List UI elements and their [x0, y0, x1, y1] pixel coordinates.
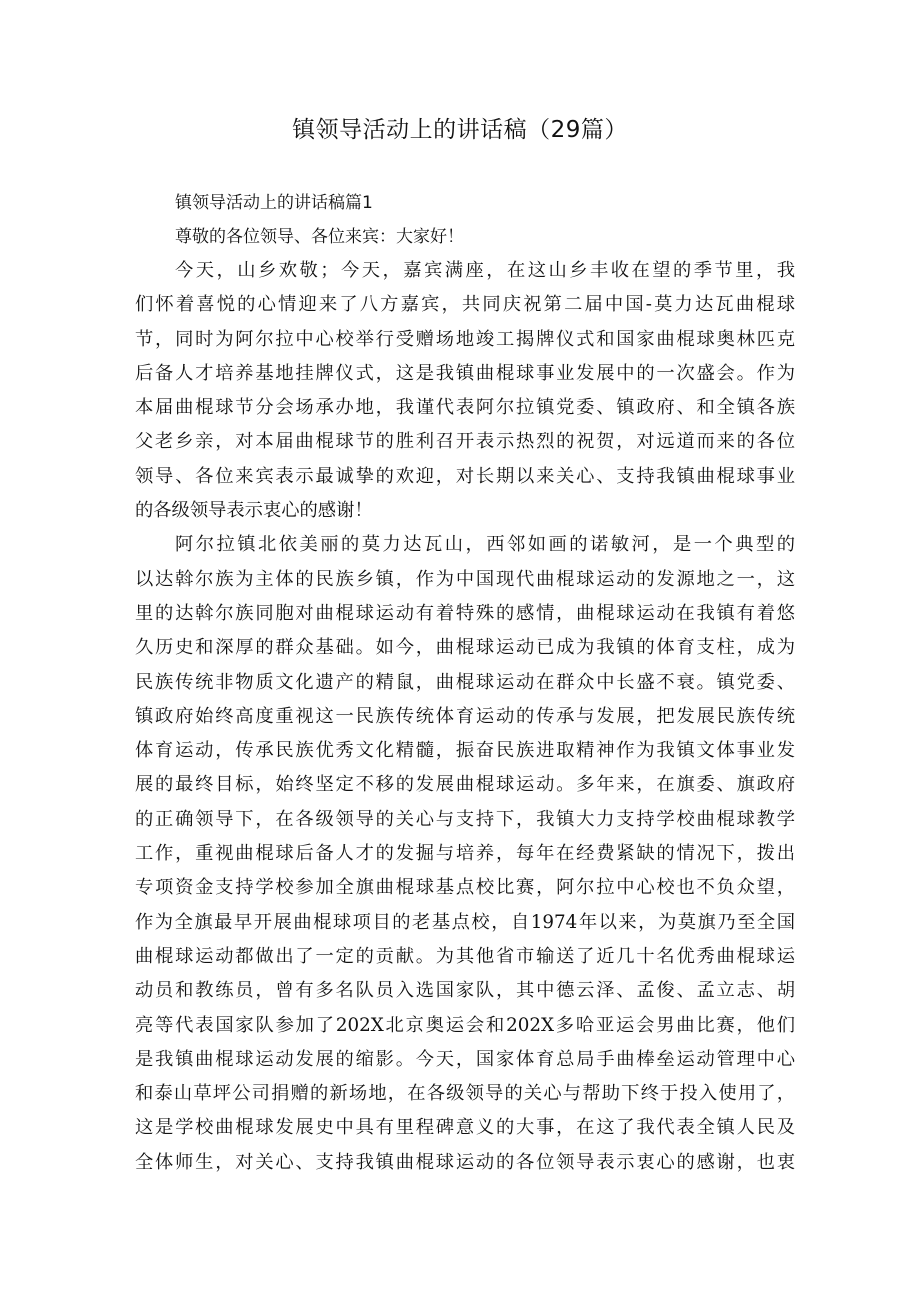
paragraph-1 — [135, 254, 795, 528]
text-line: 工作，重视曲棍球后备人才的发掘与培养，每年在经费紧缺的情况下，拨出 — [135, 843, 795, 865]
section-heading: 镇领导活动上的讲话稿篇1 — [175, 193, 373, 213]
text-line: 后备人才培养基地挂牌仪式，这是我镇曲棍球事业发展中的一次盛会。作为 — [135, 362, 795, 384]
document-body — [135, 186, 795, 1180]
text-line: 动员和教练员，曾有多名队员入选国家队，其中德云泽、孟俊、孟立志、胡 — [135, 980, 795, 1002]
text-line: 以达斡尔族为主体的民族乡镇，作为中国现代曲棍球运动的发源地之一，这 — [135, 568, 795, 590]
text-line: 久历史和深厚的群众基础。如今，曲棍球运动已成为我镇的体育支柱，成为 — [135, 637, 795, 659]
text-line: 的正确领导下，在各级领导的关心与支持下，我镇大力支持学校曲棍球教学 — [135, 808, 795, 830]
text-line: 亮等代表国家队参加了202X北京奥运会和202X多哈亚运会男曲比赛，他们 — [135, 1014, 795, 1036]
paragraph-2 — [135, 528, 795, 1180]
text-line: 父老乡亲，对本届曲棍球节的胜利召开表示热烈的祝贺，对远道而来的各位 — [135, 431, 795, 453]
text-line: 体育运动，传承民族优秀文化精髓，振奋民族进取精神作为我镇文体事业发 — [135, 740, 795, 762]
text-line: 领导、各位来宾表示最诚挚的欢迎，对长期以来关心、支持我镇曲棍球事业 — [135, 465, 795, 487]
text-line: 曲棍球运动都做出了一定的贡献。为其他省市输送了近几十名优秀曲棍球运 — [135, 945, 795, 967]
text-line: 这是学校曲棍球发展史中具有里程碑意义的大事，在这了我代表全镇人民及 — [135, 1117, 795, 1139]
text-line: 民族传统非物质文化遗产的精鼠，曲棍球运动在群众中长盛不衰。镇党委、 — [135, 671, 795, 693]
text-line: 作为全旗最早开展曲棍球项目的老基点校，自1974年以来，为莫旗乃至全国 — [135, 911, 795, 933]
document-title: 镇领导活动上的讲话稿（29篇） — [292, 117, 628, 143]
text-line: 今天，山乡欢敬；今天，嘉宾满座，在这山乡丰收在望的季节里，我 — [175, 260, 795, 281]
text-line: 的各级领导表示衷心的感谢！ — [135, 500, 373, 522]
text-line: 和泰山草坪公司捐赠的新场地，在各级领导的关心与帮助下终于投入使用了， — [135, 1083, 795, 1105]
text-line: 本届曲棍球节分会场承办地，我谨代表阿尔拉镇党委、镇政府、和全镇各族 — [135, 397, 795, 419]
text-line: 里的达斡尔族同胞对曲棍球运动有着特殊的感情，曲棍球运动在我镇有着悠 — [135, 602, 795, 624]
text-line: 全体师生，对关心、支持我镇曲棍球运动的各位领导表示衷心的感谢，也衷 — [135, 1151, 795, 1173]
text-line: 是我镇曲棍球运动发展的缩影。今天，国家体育总局手曲棒垒运动管理中心 — [135, 1048, 795, 1070]
text-line: 专项资金支持学校参加全旗曲棍球基点校比赛，阿尔拉中心校也不负众望， — [135, 877, 795, 899]
text-line: 展的最终目标，始终坚定不移的发展曲棍球运动。多年来，在旗委、旗政府 — [135, 774, 795, 796]
text-line: 节，同时为阿尔拉中心校举行受赠场地竣工揭牌仪式和国家曲棍球奥林匹克 — [135, 328, 795, 350]
greeting-line: 尊敬的各位领导、各位来宾：大家好！ — [175, 227, 464, 247]
text-line: 们怀着喜悦的心情迎来了八方嘉宾，共同庆祝第二届中国-莫力达瓦曲棍球 — [135, 294, 795, 316]
text-line: 镇政府始终高度重视这一民族传统体育运动的传承与发展，把发展民族传统 — [135, 705, 795, 727]
text-line: 阿尔拉镇北依美丽的莫力达瓦山，西邻如画的诺敏河，是一个典型的 — [175, 534, 795, 556]
